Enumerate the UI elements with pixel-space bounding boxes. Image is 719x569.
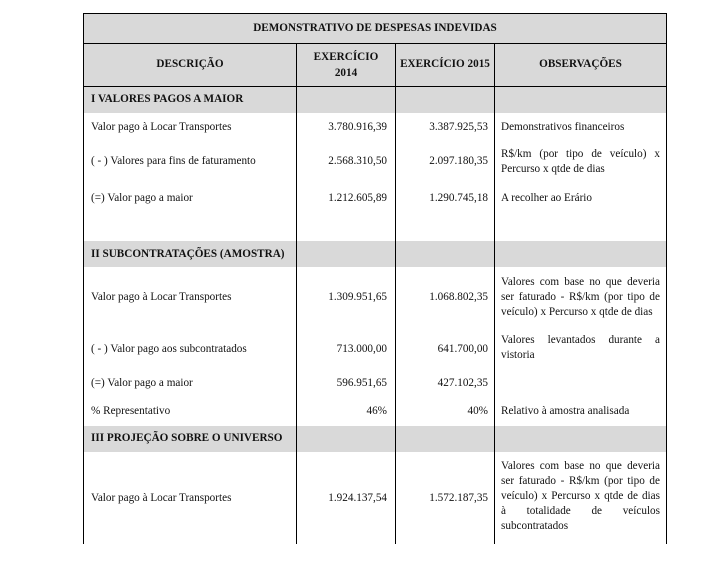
title-divider bbox=[84, 43, 666, 44]
row-value-2014: 46% bbox=[366, 405, 387, 417]
row-observacao: Valores levantados durante a vistoria bbox=[501, 334, 660, 361]
row-value-2015: 40% bbox=[467, 405, 488, 417]
header-exercicio-2015: EXERCÍCIO 2015 bbox=[400, 58, 490, 70]
expense-table bbox=[83, 13, 667, 544]
row-observacao: A recolher ao Erário bbox=[501, 192, 593, 204]
row-value-2015: 427.102,35 bbox=[437, 377, 488, 389]
row-value-2014: 2.568.310,50 bbox=[328, 155, 387, 167]
row-descricao: (=) Valor pago a maior bbox=[91, 377, 193, 389]
row-descricao: Valor pago à Locar Transportes bbox=[91, 291, 232, 303]
row-descricao: % Representativo bbox=[91, 405, 171, 417]
column-divider-3 bbox=[494, 43, 495, 544]
section-title: II SUBCONTRATAÇÕES (AMOSTRA) bbox=[91, 248, 285, 260]
row-observacao: Relativo à amostra analisada bbox=[501, 405, 630, 417]
row-observacao: Demonstrativos financeiros bbox=[501, 121, 625, 133]
row-value-2014: 1.924.137,54 bbox=[328, 492, 387, 504]
row-descricao: Valor pago à Locar Transportes bbox=[91, 492, 232, 504]
row-value-2014: 1.309.951,65 bbox=[328, 291, 387, 303]
header-observacoes: OBSERVAÇÕES bbox=[539, 58, 622, 70]
row-value-2014: 3.780.916,39 bbox=[328, 121, 387, 133]
header-divider bbox=[84, 86, 666, 87]
table-title: DEMONSTRATIVO DE DESPESAS INDEVIDAS bbox=[253, 22, 497, 34]
row-value-2015: 1.290.745,18 bbox=[429, 192, 488, 204]
header-descricao: DESCRIÇÃO bbox=[156, 58, 224, 70]
row-value-2015: 3.387.925,53 bbox=[429, 121, 488, 133]
row-descricao: ( - ) Valor pago aos subcontratados bbox=[91, 343, 247, 355]
row-observacao: R$/km (por tipo de veículo) x Percurso x qtde de dias bbox=[501, 148, 660, 175]
section-title: III PROJEÇÃO SOBRE O UNIVERSO bbox=[91, 432, 283, 444]
row-observacao: Valores com base no que deveria ser faturado - R$/km (por tipo de veículo) x Percurso x qtde de dias bbox=[501, 276, 660, 318]
row-observacao: Valores com base no que deveria ser faturado - R$/km (por tipo de veículo) x Percurso x qtde de dias à totalidade de veículos subcontratados bbox=[501, 460, 660, 532]
row-value-2014: 1.212.605,89 bbox=[328, 192, 387, 204]
row-value-2015: 1.572.187,35 bbox=[429, 492, 488, 504]
row-descricao: ( - ) Valores para fins de faturamento bbox=[91, 155, 256, 167]
row-descricao: Valor pago à Locar Transportes bbox=[91, 121, 232, 133]
row-value-2015: 1.068.802,35 bbox=[429, 291, 488, 303]
row-value-2014: 596.951,65 bbox=[336, 377, 387, 389]
row-value-2015: 641.700,00 bbox=[437, 343, 488, 355]
row-value-2014: 713.000,00 bbox=[336, 343, 387, 355]
section-title: I VALORES PAGOS A MAIOR bbox=[91, 93, 244, 105]
row-descricao: (=) Valor pago a maior bbox=[91, 192, 193, 204]
row-value-2015: 2.097.180,35 bbox=[429, 155, 488, 167]
header-exercicio-2014: EXERCÍCIO 2014 bbox=[313, 51, 379, 79]
